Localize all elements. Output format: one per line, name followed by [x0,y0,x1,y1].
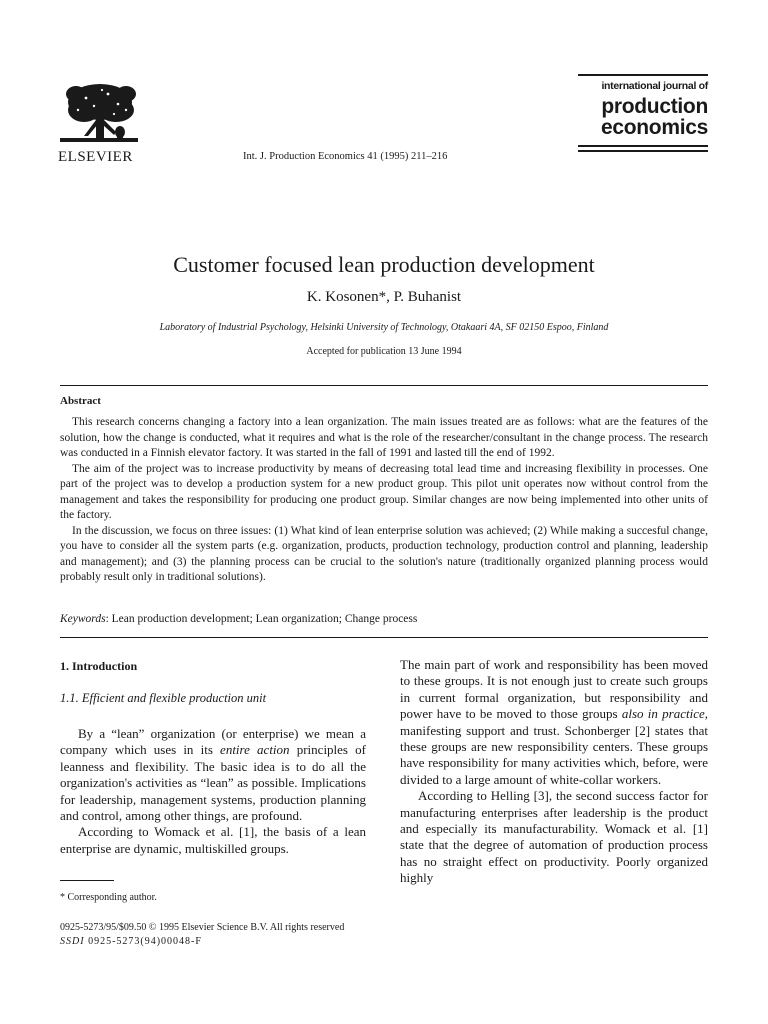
body-text: By a “lean” organization (or enterprise) we mean a company which uses in its [60,726,366,758]
publisher-name: ELSEVIER [58,149,133,165]
footnote: * Corresponding author. [60,892,157,903]
body-text: The main part of work and responsibility has been moved to these groups. It is not enough just to create such groups in current formal organization, but responsibility and power have to be moved to those groups [400,657,708,722]
elsevier-tree-logo [56,80,142,148]
subsection-heading: 1.1. Efficient and flexible production unit [60,691,267,705]
journal-small-title: international journal of [601,80,708,92]
author-affiliation: Laboratory of Industrial Psychology, Helsinki University of Technology, Otakaari 4A, SF 02150 Espoo, Finland [159,322,609,333]
keywords-text: : Lean production development; Lean organization; Change process [105,613,418,625]
masthead-rule-bottom [578,145,708,147]
journal-masthead [578,74,708,152]
abstract-paragraph-2: The aim of the project was to increase productivity by means of decreasing total lead time and increasing flexibility in processes. One part of the project was to develop a production system for a new product group. This pilot unit operates now without control from the management and takes the responsibility for producing one product group. Similar changes are now being implemented into other units of the factory. [60,462,708,521]
copyright-line: 0925-5273/95/$09.50 © 1995 Elsevier Science B.V. All rights reserved [60,922,345,933]
masthead-rule-top [578,74,708,76]
paper-title: Customer focused lean production development [173,252,595,277]
body-emphasis: also in practice [621,706,705,722]
body-column-left [60,726,366,857]
footnote-rule [60,880,114,881]
body-paragraph [60,726,366,824]
body-paragraph: According to Helling [3], the second success factor for manufacturing enterprises after leadership is the product and especially its manufacturability. Womack et al. [1] state that the degree of automation of production process has no straight effect on productivity. Poorly organized highly [400,788,708,886]
journal-title-line1: production [601,95,708,118]
paper-authors: K. Kosonen*, P. Buhanist [306,289,462,305]
journal-title-line2: economics [600,116,708,139]
abstract-heading: Abstract [60,395,101,407]
body-text: principles of leanness and flexibility. The basic idea is to do all the organization's activities as “lean” as possible. Implications for leadership, management systems, production planning and control, among other things, are profound. [60,742,366,824]
body-paragraph [400,657,708,788]
acceptance-date: Accepted for publication 13 June 1994 [306,346,462,357]
ssdi-prefix: SSDI [60,936,85,947]
rule-below-keywords [60,637,708,638]
body-paragraph: According to Womack et al. [1], the basis of a lean enterprise are dynamic, multiskilled groups. [60,824,366,856]
section-heading: 1. Introduction [60,659,138,673]
abstract-paragraph-1: This research concerns changing a factory into a lean organization. The main issues treated are as follows: what are the features of the solution, how the change is conducted, what it requires and what is the role of the researcher/consultant in the change process. The research was conducted in a Finnish elevator factory. It was started in the fall of 1991 and lasted till the end of 1992. [60,416,708,459]
ssdi-code: 0925-5273(94)00048-F [84,936,202,947]
rule-above-abstract [60,385,708,386]
body-column-right [400,657,708,887]
abstract-body [60,415,708,586]
body-text: , manifesting support and trust. Schonberger [2] states that these groups are new responsibility centers. These groups have responsibility for many activities which, before, were divided to a large amount of white-collar workers. [400,706,708,787]
journal-citation: Int. J. Production Economics 41 (1995) 211–216 [243,151,448,162]
masthead-rule-bottom-2 [578,150,708,152]
keywords-label: Keywords [60,613,106,625]
body-emphasis: entire action [220,742,290,758]
abstract-paragraph-3: In the discussion, we focus on three issues: (1) What kind of lean enterprise solution was achieved; (2) While making a succesful change, you have to consider all the system parts (e.g. organization, products, production technology, production control and planning, leadership and management); and (3) the planning process can be crucial to the solution's nature (traditionally organized planning process would probably result only in traditional solutions). [60,524,708,583]
keywords-line [60,613,417,625]
ssdi-line [60,936,202,947]
